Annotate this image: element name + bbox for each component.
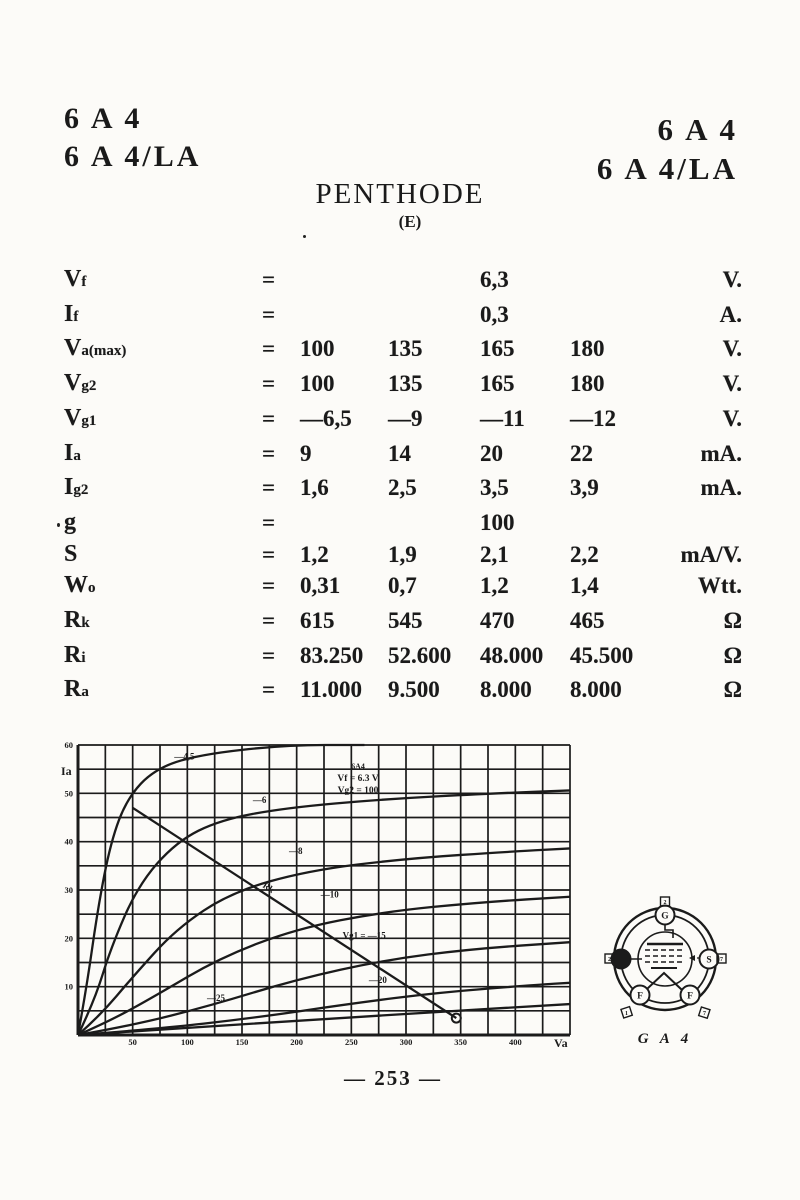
spec-value-4 <box>570 299 658 334</box>
tube-title-left <box>64 100 201 176</box>
tube-title-right <box>597 110 738 188</box>
spec-unit: Wtt. <box>697 573 742 599</box>
svg-text:7: 7 <box>703 1011 706 1017</box>
spec-label: Vg1 <box>64 404 97 431</box>
spec-value-4 <box>570 507 658 539</box>
curve-label: Vg1 = —15 <box>342 930 386 941</box>
table-row <box>64 605 742 640</box>
spec-unit: V. <box>722 267 742 292</box>
spec-value-2: 9.500 <box>388 677 440 703</box>
spec-unit: V. <box>722 371 742 397</box>
tube-name-variant: 6 A 4/LA <box>596 151 738 186</box>
spec-value-1 <box>300 299 388 334</box>
pentode-element-icon <box>630 924 700 992</box>
equals-sign: = <box>262 371 276 397</box>
socket-pins <box>612 906 719 1005</box>
table-row <box>64 299 742 334</box>
equals-sign: = <box>262 573 276 599</box>
y-tick-label: 30 <box>64 885 73 895</box>
spec-label: Vf <box>64 266 87 292</box>
equals-sign: = <box>262 509 276 535</box>
curve-label: —6 <box>252 795 267 805</box>
pin-filament-left-label: F <box>637 991 643 1002</box>
table-row <box>64 264 742 299</box>
spec-value-4: 180 <box>570 371 605 397</box>
x-tick-label: 50 <box>128 1037 137 1047</box>
equals-sign: = <box>262 475 276 501</box>
table-row <box>64 403 742 438</box>
spec-value-3: 165 <box>480 371 515 397</box>
spec-table <box>64 264 742 709</box>
spec-value-3: 165 <box>480 336 515 362</box>
spec-value-4: 22 <box>570 440 593 466</box>
spec-label: Ri <box>64 641 86 668</box>
spec-value-1: 1,2 <box>300 541 329 567</box>
spec-value-2 <box>388 264 480 299</box>
equals-sign: = <box>262 440 276 466</box>
characteristic-curves-chart <box>52 733 592 1051</box>
equals-sign: = <box>262 267 276 292</box>
spec-value-4: 45.500 <box>570 642 634 668</box>
x-axis-label: Va <box>554 1036 568 1050</box>
equals-sign: = <box>262 608 276 634</box>
spec-value-3: 1,2 <box>480 573 509 599</box>
socket-diagram <box>603 895 728 1047</box>
pin-grid-label: G <box>661 911 669 922</box>
spec-unit: V. <box>722 405 742 431</box>
spec-value-1 <box>300 264 388 299</box>
socket-inner-circle <box>638 932 692 986</box>
x-tick-label: 300 <box>399 1037 413 1047</box>
spec-value-4 <box>570 264 658 299</box>
load-line-end-marker <box>452 1014 461 1023</box>
y-tick-label: 60 <box>64 740 73 750</box>
spec-label: Rk <box>64 607 90 634</box>
spec-value-1: 9 <box>300 440 312 466</box>
spec-value-3: —11 <box>480 405 525 431</box>
table-row <box>64 570 742 605</box>
spec-value-3: 2,1 <box>480 541 509 567</box>
spec-value-1: 100 <box>300 371 335 397</box>
spec-value-3: 8.000 <box>480 677 532 703</box>
x-tick-label: 100 <box>180 1037 194 1047</box>
spec-value-2: 2,5 <box>388 475 417 501</box>
curve-label: —25 <box>207 993 226 1004</box>
table-row <box>64 333 742 368</box>
spec-value-1: 11.000 <box>300 677 362 703</box>
spec-value-3: 48.000 <box>480 642 544 668</box>
equals-sign: = <box>262 405 276 431</box>
y-tick-label: 50 <box>64 788 73 799</box>
spec-value-2 <box>388 299 480 334</box>
spec-value-4: 3,9 <box>570 475 599 501</box>
spec-value-2 <box>388 507 480 539</box>
spec-label: Va(max) <box>64 335 127 362</box>
y-tick-label: 20 <box>64 933 73 944</box>
spec-unit: Ω <box>723 608 742 634</box>
tube-name: 6 A 4 <box>657 112 738 147</box>
spec-value-4: 1,4 <box>570 573 599 599</box>
page-subtitle: (E) <box>398 212 422 231</box>
spec-value-2: 135 <box>388 371 423 397</box>
curve-label: —20 <box>368 974 387 985</box>
spec-value-1: 615 <box>300 608 335 634</box>
spec-value-1 <box>300 507 388 539</box>
spec-value-4: 8.000 <box>570 677 622 703</box>
curve-label: —8 <box>289 845 303 856</box>
table-row <box>64 507 742 539</box>
curve-label: —10 <box>320 889 339 900</box>
equals-sign: = <box>262 541 276 567</box>
x-tick-label: 150 <box>235 1037 249 1047</box>
spec-value-1: 1,6 <box>300 475 329 501</box>
svg-text:7: 7 <box>720 957 723 963</box>
spec-label: Wo <box>64 572 96 599</box>
spec-value-2: 52.600 <box>388 642 452 668</box>
spec-label: Ra <box>64 676 89 703</box>
equals-sign: = <box>262 677 276 703</box>
scan-speck <box>57 523 60 527</box>
spec-unit: mA. <box>700 440 742 466</box>
spec-unit: mA/V. <box>680 541 742 567</box>
spec-value-3: 470 <box>480 608 515 634</box>
page-title: PENTHODE <box>315 178 485 210</box>
curve-label: —4,5 <box>174 751 195 762</box>
spec-value-1: 100 <box>300 336 335 362</box>
table-row <box>64 674 742 709</box>
spec-unit: Ω <box>723 642 742 668</box>
svg-text:2: 2 <box>663 900 667 906</box>
spec-value-4: —12 <box>570 405 616 431</box>
y-axis-label: Ia <box>61 764 72 778</box>
x-tick-label: 350 <box>454 1037 468 1047</box>
table-row <box>64 539 742 571</box>
spec-value-2: 135 <box>388 336 423 362</box>
spec-label: g <box>64 508 76 535</box>
scan-speck <box>303 235 306 238</box>
spec-unit: Ω <box>723 677 742 703</box>
y-tick-label: 10 <box>64 981 73 992</box>
spec-value-3: 0,3 <box>480 301 509 327</box>
spec-value-1: 0,31 <box>300 573 341 599</box>
table-row <box>64 438 742 473</box>
load-line-label: Rk <box>261 880 277 895</box>
spec-unit: V. <box>722 336 742 362</box>
spec-label: S <box>64 540 78 567</box>
table-row <box>64 368 742 403</box>
chart-annotation-line: 6A4 <box>351 762 365 771</box>
table-row <box>64 640 742 675</box>
spec-value-2: —9 <box>388 405 423 431</box>
tube-name: 6 A 4 <box>64 102 143 135</box>
pin-filament-right-label: F <box>687 991 693 1002</box>
socket-caption: G A 4 <box>637 1031 693 1047</box>
spec-label: If <box>64 300 79 327</box>
spec-value-3: 100 <box>480 509 515 535</box>
spec-value-3: 20 <box>480 440 503 466</box>
x-tick-label: 200 <box>290 1037 304 1047</box>
spec-value-4: 2,2 <box>570 541 599 567</box>
spec-value-4: 180 <box>570 336 605 362</box>
equals-sign: = <box>262 642 276 668</box>
spec-value-1: —6,5 <box>300 405 352 431</box>
equals-sign: = <box>262 336 276 362</box>
spec-value-1: 83.250 <box>300 642 364 668</box>
y-tick-label: 40 <box>64 836 73 847</box>
spec-value-3: 3,5 <box>480 475 509 501</box>
x-tick-label: 400 <box>508 1037 522 1047</box>
spec-label: Ig2 <box>64 474 89 501</box>
svg-text:2: 2 <box>608 957 611 963</box>
spec-label: Ia <box>64 439 81 466</box>
chart-annotation-line: Vf = 6.3 V <box>337 774 379 784</box>
spec-value-2: 545 <box>388 608 423 634</box>
spec-value-3: 6,3 <box>480 267 509 292</box>
equals-sign: = <box>262 301 276 327</box>
svg-text:1: 1 <box>625 1011 628 1017</box>
spec-value-2: 1,9 <box>388 541 417 567</box>
spec-value-2: 14 <box>388 440 411 466</box>
spec-unit: A. <box>719 301 742 327</box>
spec-unit <box>658 507 742 539</box>
spec-value-4: 465 <box>570 608 605 634</box>
pin-screen-label: S <box>706 955 712 966</box>
tube-name-variant: 6 A 4/LA <box>64 140 202 173</box>
spec-label: Vg2 <box>64 370 97 397</box>
x-tick-label: 250 <box>344 1037 358 1047</box>
spec-value-2: 0,7 <box>388 573 417 599</box>
spec-unit: mA. <box>700 475 742 501</box>
table-row <box>64 472 742 507</box>
page-number: — 253 — <box>344 1066 442 1090</box>
chart-annotation-line: Vg2 = 100 <box>337 786 379 796</box>
